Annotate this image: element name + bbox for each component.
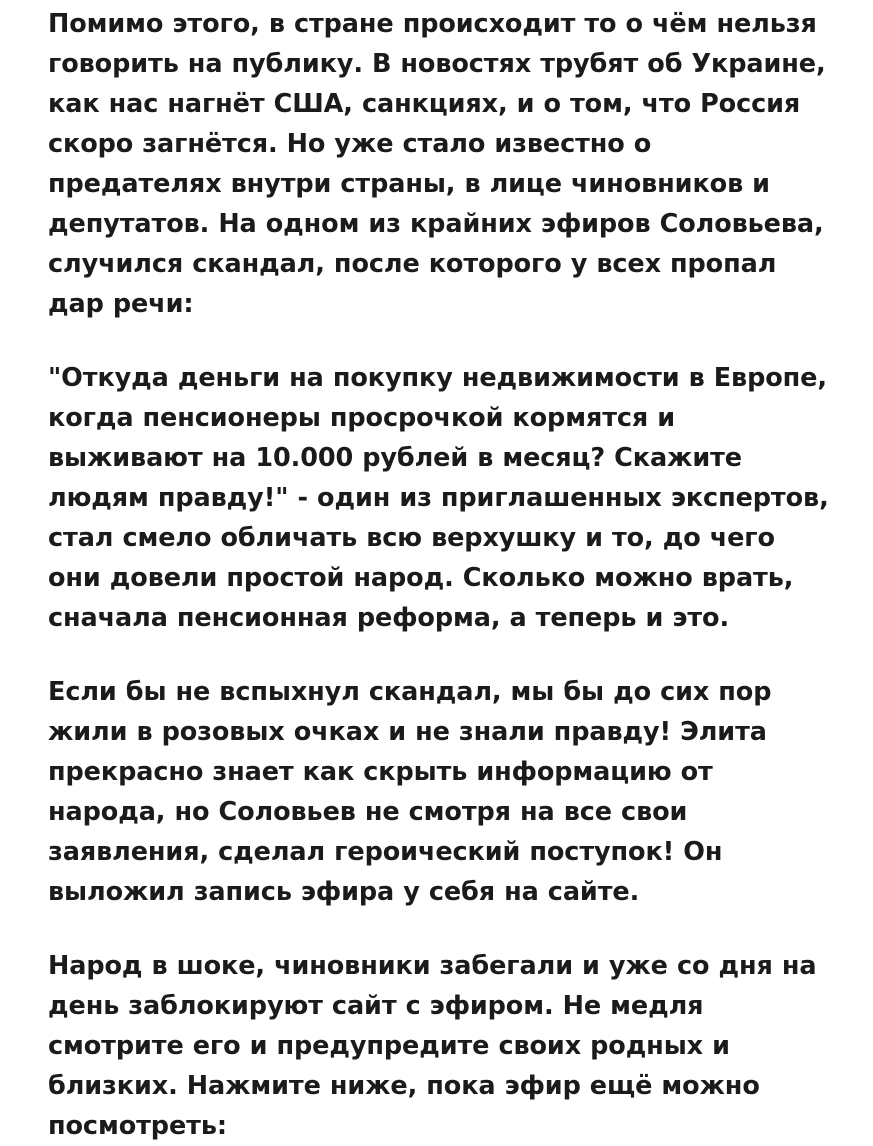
article-paragraph-2: "Откуда деньги на покупку недвижимости в Европе, когда пенсионеры просрочкой кормятся и выживают на 10.000 рублей в месяц? Скажите людям правду!" - один из приглашенных экспертов, стал смело обличать всю верхушку и то, до чего они довели простой народ. Сколько можно врать, сначала пенсионная реформа, а теперь и это. — [48, 363, 829, 633]
article-paragraph-4: Народ в шоке, чиновники забегали и уже со дня на день заблокируют сайт с эфиром. Не медля смотрите его и предупредите своих родных и близких. Нажмите ниже, пока эфир ещё можно посмотреть: — [48, 951, 817, 1141]
article-paragraph-3: Если бы не вспыхнул скандал, мы бы до сих пор жили в розовых очках и не знали правду! Элита прекрасно знает как скрыть информацию от народа, но Соловьев не смотря на все свои заявления, сделал героический поступок! Он выложил запись эфира у себя на сайте. — [48, 677, 772, 907]
article-paragraph-1: Помимо этого, в стране происходит то о чём нельзя говорить на публику. В новостях трубят об Украине, как нас нагнёт США, санкциях, и о том, что Россия скоро загнётся. Но уже стало известно о предателях внутри страны, в лице чиновников и депутатов. На одном из крайних эфиров Соловьева, случился скандал, после которого у всех пропал дар речи: — [48, 9, 826, 319]
